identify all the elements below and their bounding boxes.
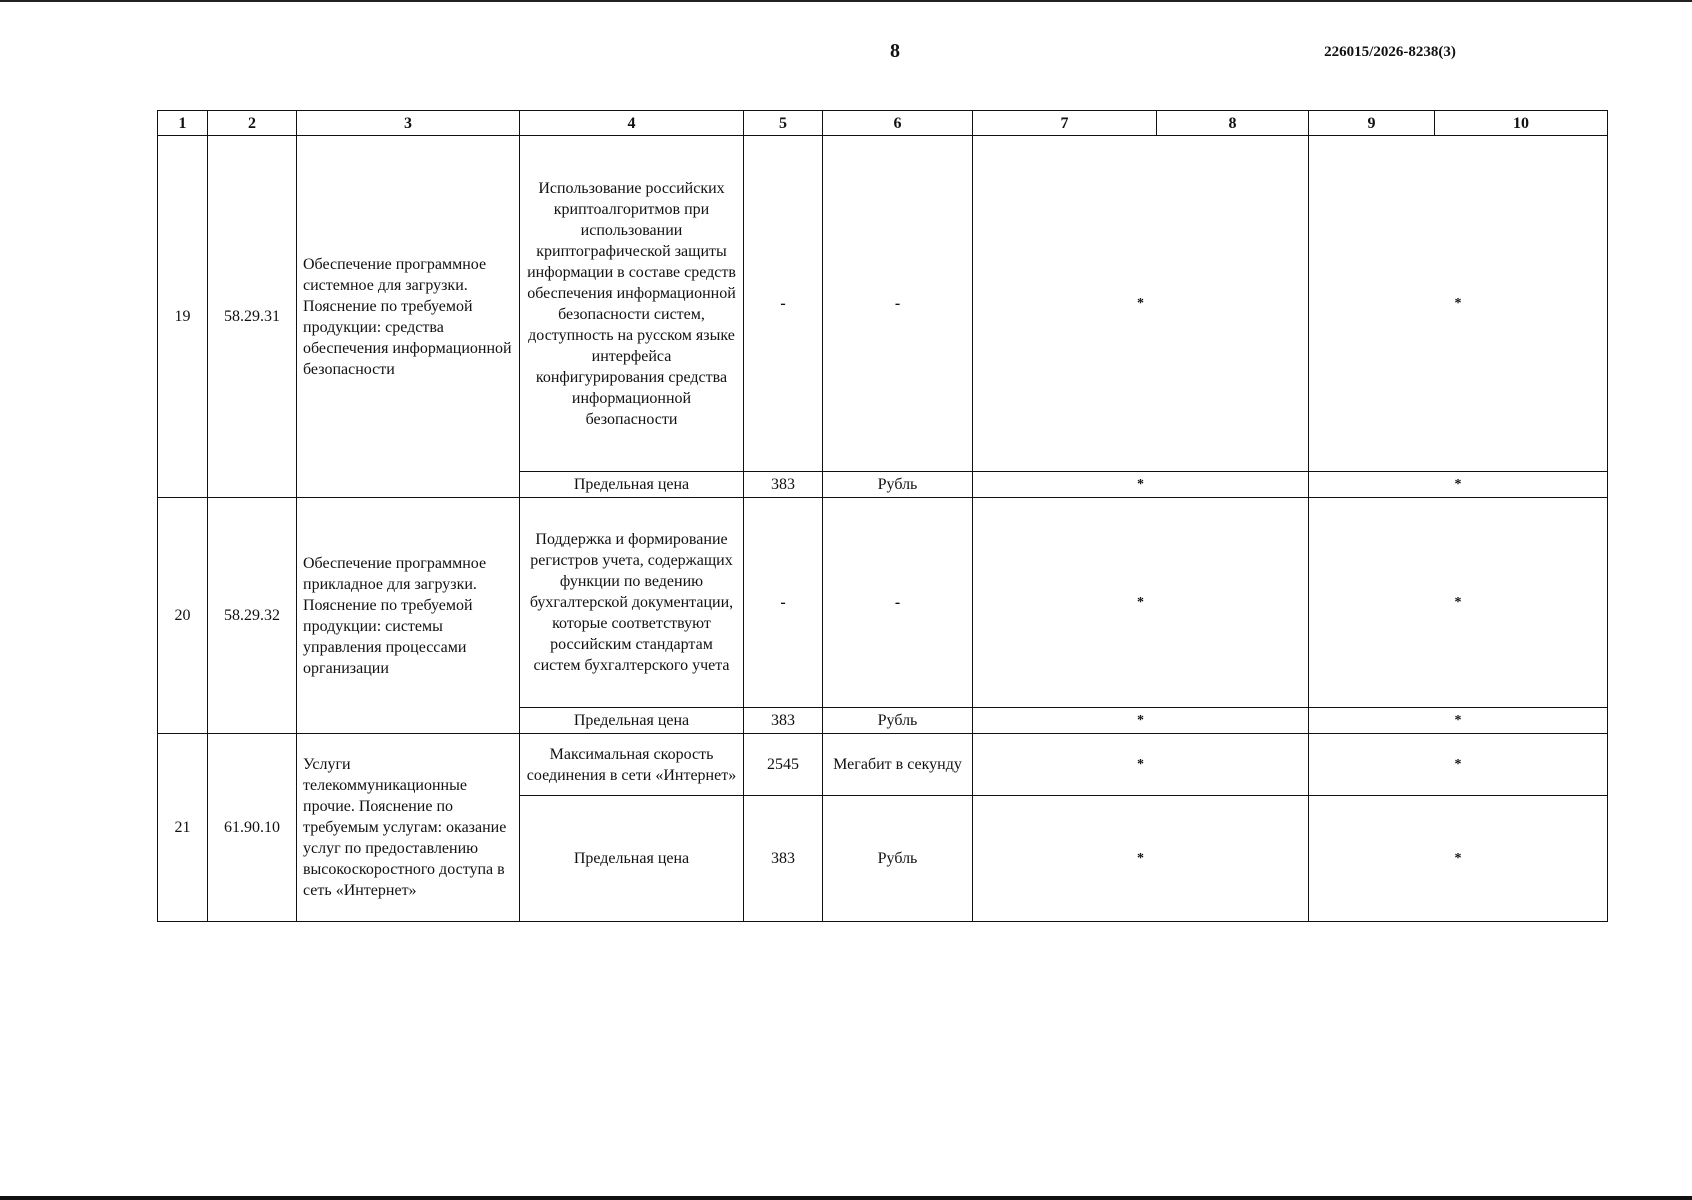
characteristic-name: Предельная цена	[520, 708, 744, 734]
unit-name: Рубль	[823, 708, 973, 734]
characteristic-name: Использование российских криптоалгоритмов при использовании криптографической защиты информации в составе средств обеспечения информационной безопасности систем, доступность на русском языке интерфейса конфигурирования средства информационной безопасности	[520, 136, 744, 472]
unit-code: 2545	[744, 734, 823, 796]
item-description: Услуги телекоммуникационные прочие. Пояснение по требуемым услугам: оказание услуг по предоставлению высокоскоростного доступа в сеть «Интернет»	[297, 734, 520, 922]
value-cell: *	[973, 498, 1309, 708]
unit-name: -	[823, 136, 973, 472]
value-cell: *	[973, 708, 1309, 734]
value-cell: *	[1309, 708, 1608, 734]
row-number: 20	[158, 498, 208, 734]
unit-name: Рубль	[823, 796, 973, 922]
value-cell: *	[1309, 734, 1608, 796]
value-cell: *	[973, 796, 1309, 922]
row-number: 21	[158, 734, 208, 922]
unit-code: 383	[744, 472, 823, 498]
value-cell: *	[973, 472, 1309, 498]
characteristic-name: Максимальная скорость соединения в сети «Интернет»	[520, 734, 744, 796]
column-header: 8	[1157, 111, 1309, 136]
unit-name: Мегабит в секунду	[823, 734, 973, 796]
unit-name: Рубль	[823, 472, 973, 498]
value-cell: *	[1309, 796, 1608, 922]
table-row	[158, 136, 1608, 472]
unit-name: -	[823, 498, 973, 708]
unit-code: 383	[744, 708, 823, 734]
table-row	[158, 498, 1608, 708]
unit-code: -	[744, 136, 823, 472]
characteristic-name: Поддержка и формирование регистров учета, содержащих функции по ведению бухгалтерской документации, которые соответствуют российским стандартам систем бухгалтерского учета	[520, 498, 744, 708]
document-id: 226015/2026-8238(3)	[1324, 44, 1456, 60]
table-row	[158, 734, 1608, 796]
column-header: 10	[1435, 111, 1608, 136]
okpd-code: 58.29.32	[208, 498, 297, 734]
column-header: 3	[297, 111, 520, 136]
characteristic-name: Предельная цена	[520, 472, 744, 498]
column-header: 7	[973, 111, 1157, 136]
top-border-line	[0, 0, 1692, 2]
item-description: Обеспечение программное прикладное для загрузки. Пояснение по требуемой продукции: системы управления процессами организации	[297, 498, 520, 734]
value-cell: *	[973, 734, 1309, 796]
unit-code: -	[744, 498, 823, 708]
column-header: 9	[1309, 111, 1435, 136]
characteristic-name: Предельная цена	[520, 796, 744, 922]
column-header: 1	[158, 111, 208, 136]
page-number: 8	[890, 40, 900, 62]
value-cell: *	[1309, 472, 1608, 498]
okpd-code: 58.29.31	[208, 136, 297, 498]
header-row	[158, 111, 1608, 136]
okpd-code: 61.90.10	[208, 734, 297, 922]
column-header: 4	[520, 111, 744, 136]
column-header: 5	[744, 111, 823, 136]
value-cell: *	[1309, 136, 1608, 472]
item-description: Обеспечение программное системное для загрузки. Пояснение по требуемой продукции: средства обеспечения информационной безопасности	[297, 136, 520, 498]
requirements-table	[157, 110, 1608, 922]
value-cell: *	[973, 136, 1309, 472]
unit-code: 383	[744, 796, 823, 922]
column-header: 6	[823, 111, 973, 136]
column-header: 2	[208, 111, 297, 136]
row-number: 19	[158, 136, 208, 498]
bottom-border-line	[0, 1196, 1692, 1200]
value-cell: *	[1309, 498, 1608, 708]
